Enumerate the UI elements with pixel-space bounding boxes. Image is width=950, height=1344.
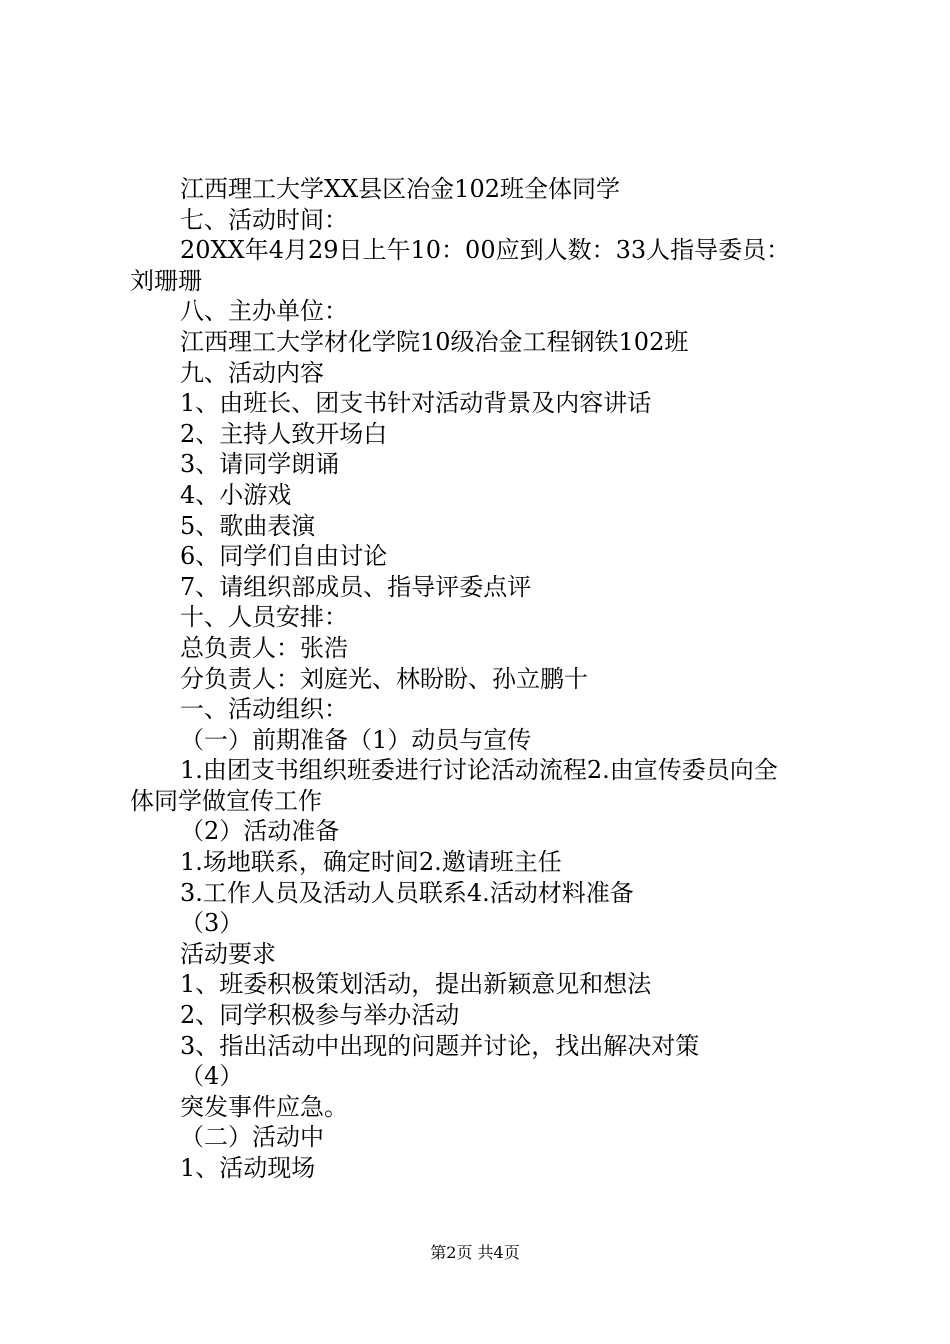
body-line: 活动要求 xyxy=(180,939,276,968)
document-body xyxy=(130,174,830,1184)
page-number-footer: 第2页 共4页 xyxy=(430,1243,520,1262)
subsection-heading: （2）活动准备 xyxy=(180,817,340,846)
list-item: 1、由班长、团支书针对活动背景及内容讲话 xyxy=(180,389,652,418)
section-heading: 十、人员安排： xyxy=(180,603,348,632)
body-line: 体同学做宣传工作 xyxy=(130,786,322,815)
section-heading: 一、活动组织： xyxy=(180,695,348,724)
section-heading: 七、活动时间： xyxy=(180,205,348,234)
body-line: 20XX年4月29日上午10：00应到人数：33人指导委员： xyxy=(180,236,791,265)
body-line: 总负责人：张浩 xyxy=(180,633,348,662)
section-heading: 九、活动内容 xyxy=(180,358,324,387)
body-line: 1.由团支书组织班委进行讨论活动流程2.由宣传委员向全 xyxy=(180,756,778,785)
subsection-heading: （3） xyxy=(180,909,244,938)
body-line: 3.工作人员及活动人员联系4.活动材料准备 xyxy=(180,878,634,907)
body-line: 江西理工大学材化学院10级冶金工程钢铁102班 xyxy=(180,327,689,356)
subsection-heading: （4） xyxy=(180,1062,244,1091)
list-item: 7、请组织部成员、指导评委点评 xyxy=(180,572,532,601)
list-item: 3、指出活动中出现的问题并讨论，找出解决对策 xyxy=(180,1031,700,1060)
list-item: 4、小游戏 xyxy=(180,480,292,509)
subsection-heading: （一）前期准备（1）动员与宣传 xyxy=(180,725,532,754)
list-item: 6、同学们自由讨论 xyxy=(180,542,388,571)
body-line: 1.场地联系，确定时间2.邀请班主任 xyxy=(180,848,562,877)
list-item: 2、同学积极参与举办活动 xyxy=(180,1001,460,1030)
list-item: 2、主持人致开场白 xyxy=(180,419,388,448)
subsection-heading: （二）活动中 xyxy=(180,1123,324,1152)
body-line: 刘珊珊 xyxy=(130,266,202,295)
list-item: 5、歌曲表演 xyxy=(180,511,316,540)
list-item: 3、请同学朗诵 xyxy=(180,450,340,479)
list-item: 1、班委积极策划活动，提出新颖意见和想法 xyxy=(180,970,652,999)
section-heading: 八、主办单位： xyxy=(180,297,348,326)
body-line: 分负责人：刘庭光、林盼盼、孙立鹏十 xyxy=(180,664,588,693)
list-item: 1、活动现场 xyxy=(180,1154,316,1182)
body-line: 突发事件应急。 xyxy=(180,1092,348,1121)
body-line: 江西理工大学XX县区冶金102班全体同学 xyxy=(180,175,620,203)
